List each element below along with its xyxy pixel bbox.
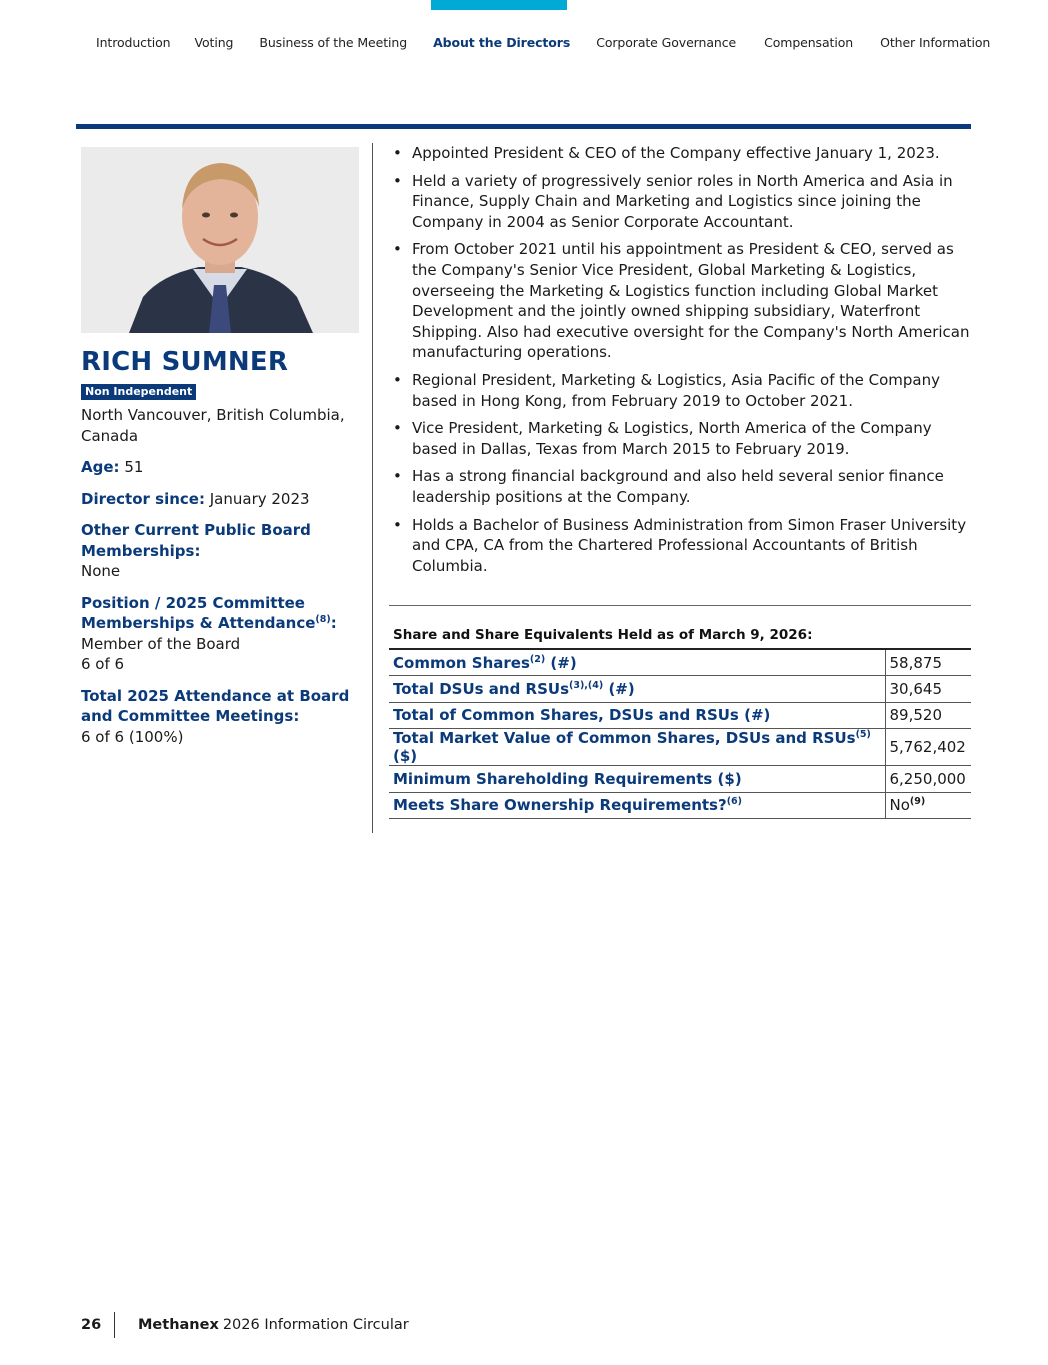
table-row <box>389 729 971 766</box>
total-attendance-label: Total 2025 Attendance at Board and Committee Meetings: <box>81 686 350 725</box>
footer-document-title: 2026 Information Circular <box>222 1317 409 1333</box>
bio-list <box>389 143 971 576</box>
committee-label: Position / 2025 Committee Memberships & Attendance$^{(8)}$: <box>81 593 337 632</box>
nav-introduction[interactable]: Introduction <box>96 34 171 50</box>
nav-compensation[interactable]: Compensation <box>764 34 854 50</box>
table-row <box>389 649 971 676</box>
row-label: Total DSUs and RSUs$^{(3),(4)}$ (#) <box>389 676 885 703</box>
row-value: 6,250,000 <box>885 766 971 793</box>
director-since <box>81 489 361 510</box>
row-value: No$^{(9)}$ <box>885 792 971 819</box>
nav-other-information[interactable]: Other Information <box>880 34 991 50</box>
director-profile <box>81 147 361 747</box>
bio-item: • Appointed President & CEO of the Company effective January 1, 2023. <box>389 143 971 164</box>
director-since-label: Director since: <box>81 489 205 508</box>
independence-badge: Non Independent <box>81 384 196 400</box>
row-value: 58,875 <box>885 649 971 676</box>
committee-position: Member of the Board <box>81 634 241 653</box>
other-boards-label: Other Current Public Board Memberships: <box>81 521 311 560</box>
row-label: Total of Common Shares, DSUs and RSUs (#) <box>389 702 885 729</box>
top-navigation <box>80 33 991 51</box>
nav-about-the-directors[interactable]: About the Directors <box>433 34 571 50</box>
page-number: 26 <box>81 1317 102 1333</box>
row-label: Minimum Shareholding Requirements ($) <box>389 766 885 793</box>
age-label: Age: <box>81 458 120 476</box>
director-location: North Vancouver, British Columbia, Canada <box>81 406 345 445</box>
table-row <box>389 702 971 729</box>
director-age <box>81 457 361 478</box>
bio-item: • Vice President, Marketing & Logistics, North America of the Company based in Dallas, Texas from March 2015 to February 2019. <box>389 418 971 459</box>
committee-memberships <box>81 593 361 675</box>
footer-divider <box>114 1312 115 1338</box>
director-since-value: January 2023 <box>209 489 310 508</box>
total-attendance <box>81 686 361 748</box>
shares-table-title: Share and Share Equivalents Held as of March 9, 2026: <box>393 627 813 643</box>
director-photo <box>81 147 359 333</box>
committee-attendance: 6 of 6 <box>81 655 125 673</box>
table-row <box>389 676 971 703</box>
bio-item: • Has a strong financial background and also held several senior finance leadership positions at the Company. <box>389 466 971 507</box>
column-divider <box>372 143 373 833</box>
other-boards <box>81 520 361 582</box>
shares-table <box>389 648 971 819</box>
nav-accent-indicator <box>431 0 567 10</box>
bio-item: • Regional President, Marketing & Logistics, Asia Pacific of the Company based in Hong Kong, from February 2019 to October 2021. <box>389 370 971 411</box>
row-value: 30,645 <box>885 676 971 703</box>
row-label: Common Shares$^{(2)}$ (#) <box>389 649 885 676</box>
director-biography <box>389 143 971 583</box>
row-label: Meets Share Ownership Requirements?$^{(6)}$ <box>389 792 885 819</box>
nav-business-of-the-meeting[interactable]: Business of the Meeting <box>259 34 408 50</box>
director-name: RICH SUMNER <box>81 347 289 377</box>
footer-brand: Methanex <box>138 1317 219 1333</box>
bio-item: • From October 2021 until his appointment as President & CEO, served as the Company's Senior Vice President, Global Marketing & Logistics, overseeing the Marketing & Logistics function including Global Market Development and the jointly owned shipping subsidiary, Waterfront Shipping. Also had executive oversight for the Company's North American manufacturing operations. <box>389 239 971 363</box>
table-rule <box>389 605 971 606</box>
table-row <box>389 792 971 819</box>
section-rule <box>76 124 971 129</box>
total-attendance-value: 6 of 6 (100%) <box>81 727 184 746</box>
row-value: 5,762,402 <box>885 729 971 766</box>
bio-item: • Holds a Bachelor of Business Administration from Simon Fraser University and CPA, CA from the Chartered Professional Accountants of British Columbia. <box>389 515 971 577</box>
nav-voting[interactable]: Voting <box>194 34 234 50</box>
nav-corporate-governance[interactable]: Corporate Governance <box>596 34 737 50</box>
page-footer <box>81 1312 409 1338</box>
row-label: Total Market Value of Common Shares, DSUs and RSUs$^{(5)}$ ($) <box>389 729 885 766</box>
age-value: 51 <box>124 458 144 476</box>
bio-item: • Held a variety of progressively senior roles in North America and Asia in Finance, Supply Chain and Marketing and Logistics since joining the Company in 2004 as Senior Corporate Accountant. <box>389 171 971 233</box>
other-boards-value: None <box>81 562 121 580</box>
row-value: 89,520 <box>885 702 971 729</box>
table-row <box>389 766 971 793</box>
